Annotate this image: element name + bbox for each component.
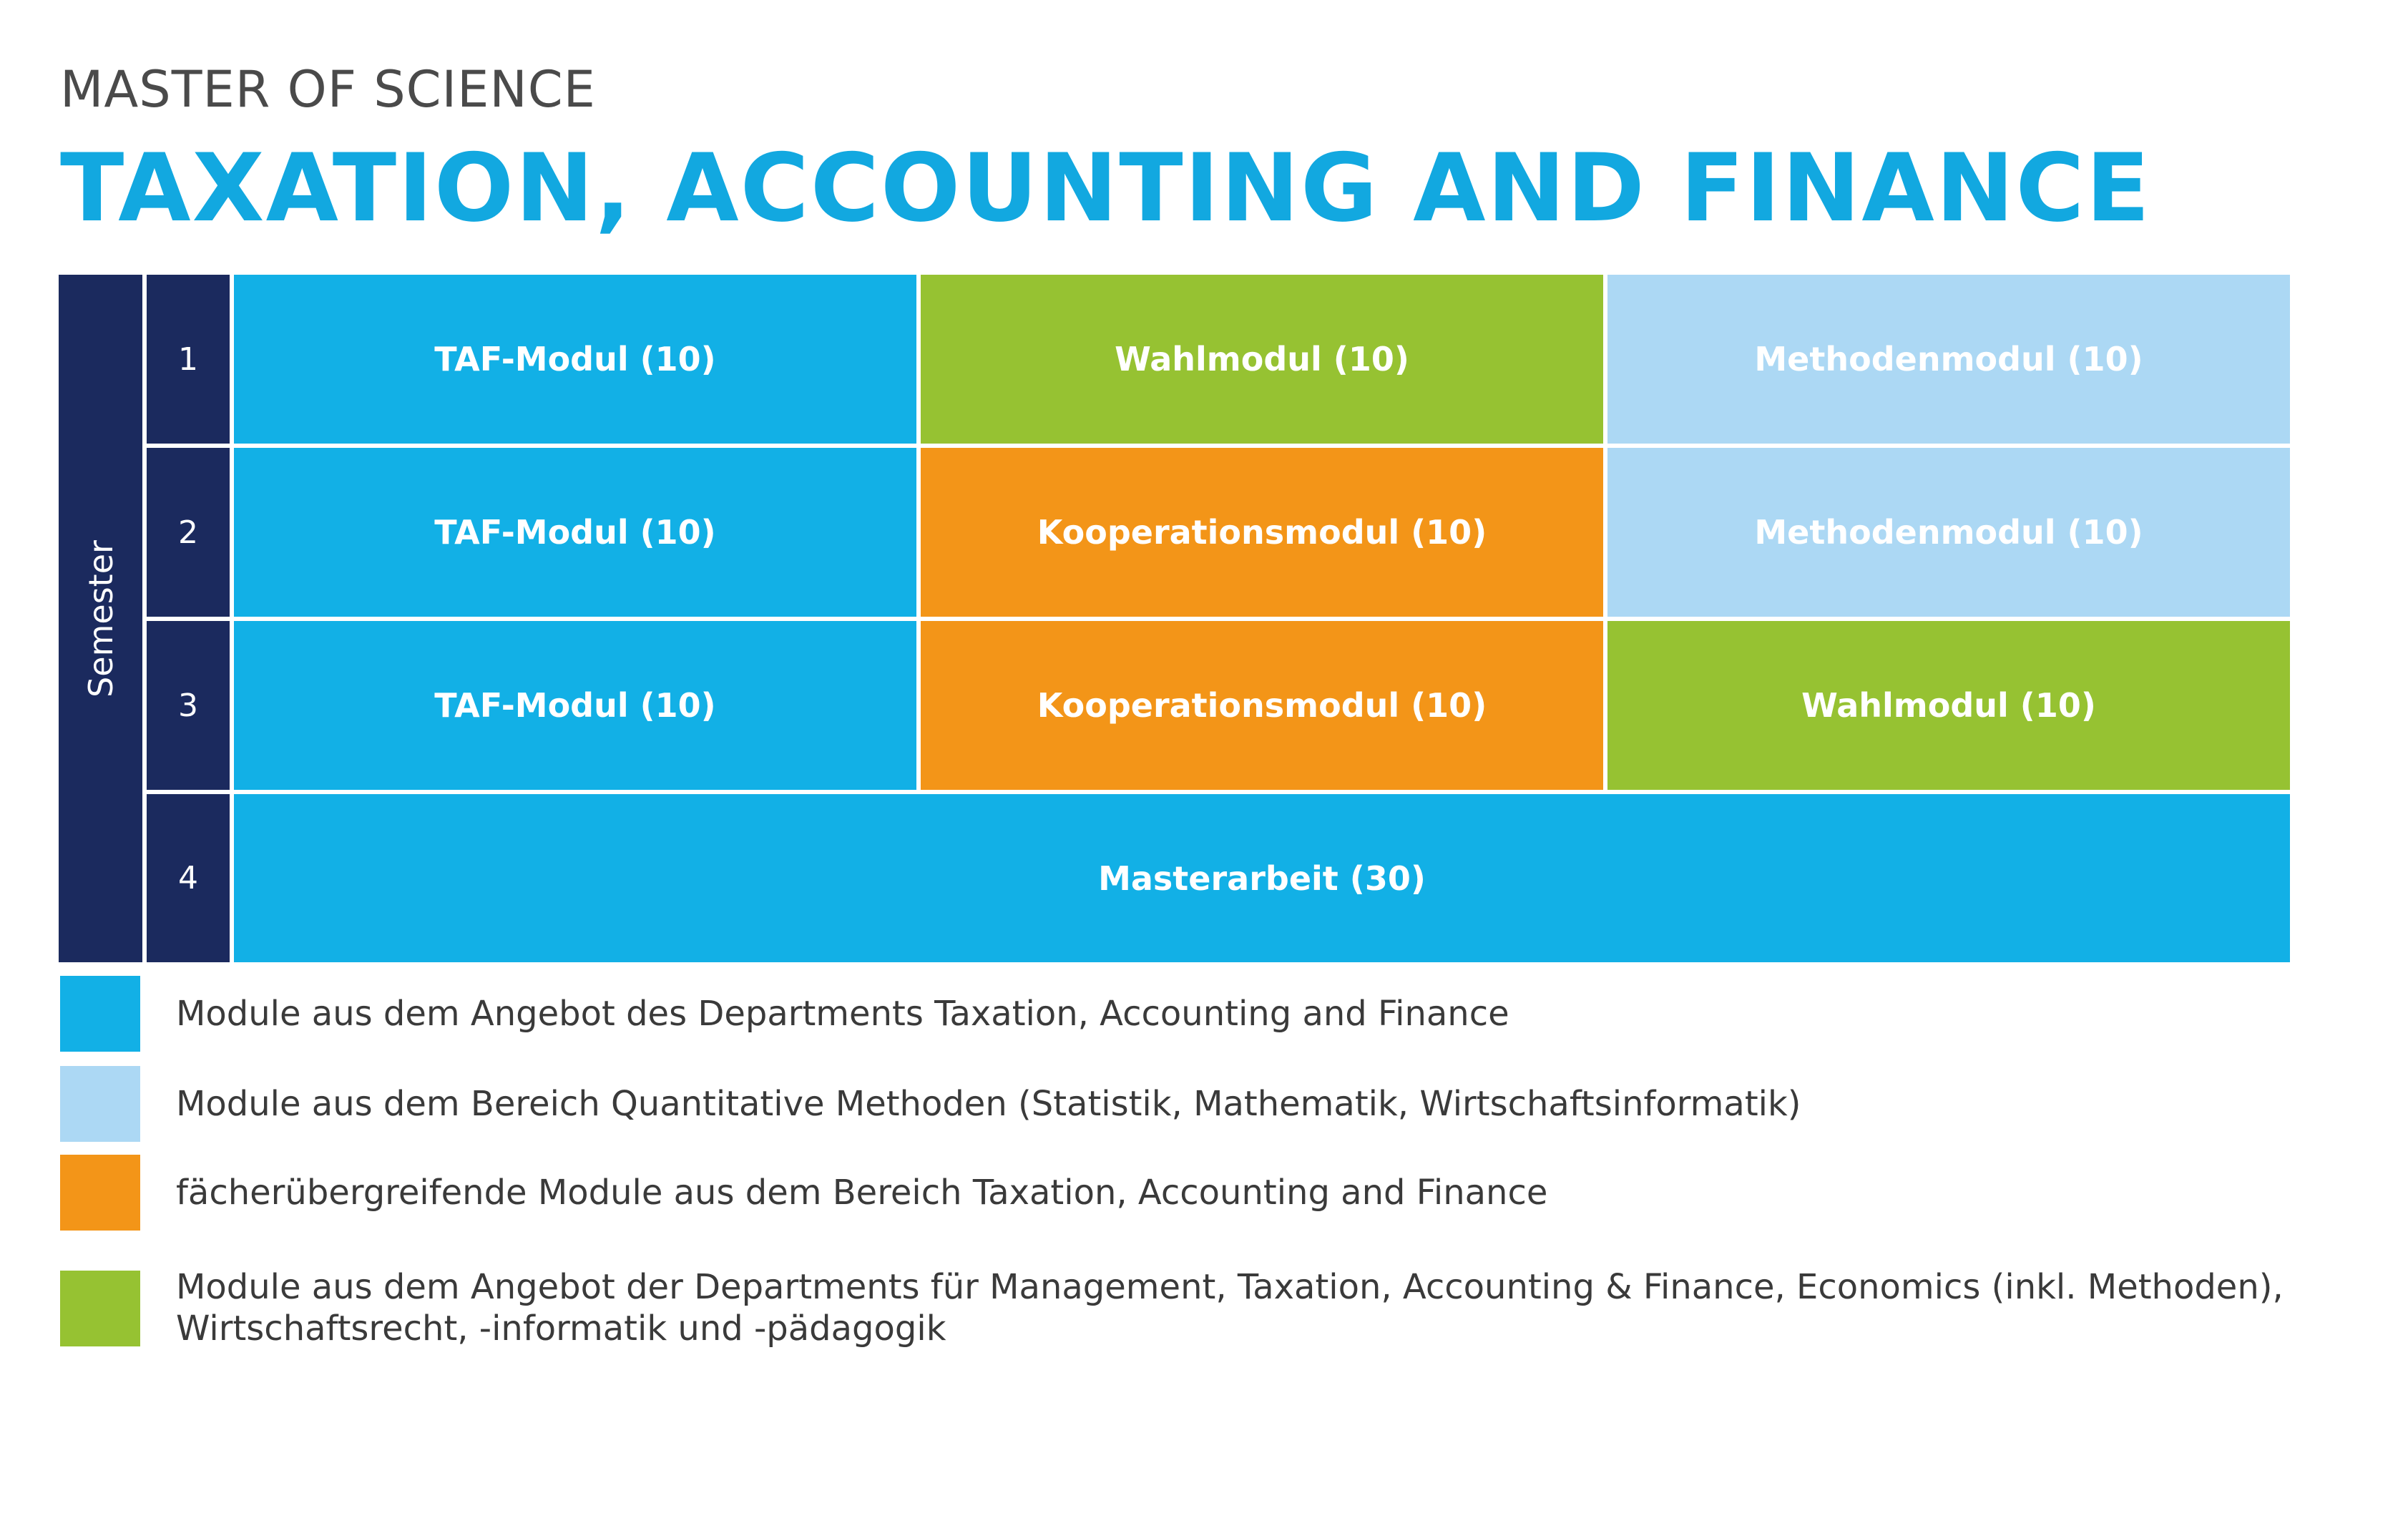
semester-axis-label [59,275,142,962]
module-cell-masterarbeit: Masterarbeit (30) [234,794,2290,962]
semester-number-3: 3 [147,621,230,790]
semester-number-4: 4 [147,794,230,962]
semester-label-text: Semester [81,539,120,698]
legend-text: Module aus dem Bereich Quantitative Methoden (Statistik, Mathematik, Wirtschaftsinformatik) [176,1084,1801,1124]
legend-swatch [60,976,140,1052]
module-cell-taf: TAF-Modul (10) [234,275,916,444]
legend-swatch [60,1155,140,1231]
module-cell-kooperation: Kooperationsmodul (10) [921,621,1603,790]
module-cell-methoden: Methodenmodul (10) [1607,275,2290,444]
module-cell-taf: TAF-Modul (10) [234,448,916,617]
program-title: TAXATION, ACCOUNTING AND FINANCE [60,133,2152,243]
semester-number-2: 2 [147,448,230,617]
module-cell-methoden: Methodenmodul (10) [1607,448,2290,617]
semester-number-1: 1 [147,275,230,444]
legend-swatch [60,1271,140,1346]
program-degree: MASTER OF SCIENCE [60,60,596,119]
study-plan-grid [59,275,2287,961]
legend-text: Module aus dem Angebot des Departments Taxation, Accounting and Finance [176,994,1509,1034]
legend-text: fächerübergreifende Module aus dem Bereich Taxation, Accounting and Finance [176,1173,1548,1213]
legend-text-line1: Module aus dem Angebot der Departments für Management, Taxation, Accounting & Finance, Economics (inkl. Methoden), [176,1267,2284,1307]
module-cell-wahl: Wahlmodul (10) [1607,621,2290,790]
legend-text-line2: Wirtschaftsrecht, -informatik und -pädagogik [176,1309,946,1349]
legend-swatch [60,1066,140,1142]
module-cell-taf: TAF-Modul (10) [234,621,916,790]
module-cell-wahl: Wahlmodul (10) [921,275,1603,444]
module-cell-kooperation: Kooperationsmodul (10) [921,448,1603,617]
